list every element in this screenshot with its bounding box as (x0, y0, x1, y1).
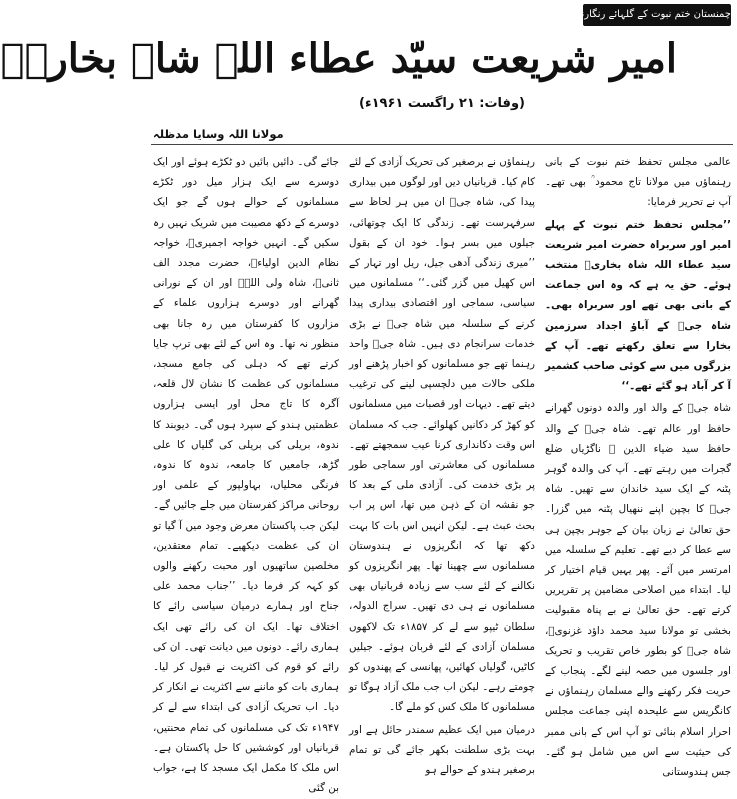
author-byline: مولانا اللہ وسایا مدظلہ (153, 127, 284, 141)
header-divider (151, 144, 733, 145)
paragraph: رہنماؤں نے برصغیر کی تحریک آزادی کے لئے کام کیا۔ قربانیاں دیں اور لوگوں میں بیداری پیدا کی، شاہ جیؒ ان میں ہر لحاظ سے سرفہرست تھے۔ زندگی کا ایک چوتھائی، جیلوں میں بسر ہوا۔ خود ان کے بقول ’’میری زندگی آدھی جیل، ریل اور تہار کے اس کھیل میں گزر گئی۔‘‘ مسلمانوں میں سیاسی، سماجی اور اقتصادی بیداری پیدا کرنے کے سلسلہ میں شاہ جیؒ نے بڑی خدمات سرانجام دی ہیں۔ شاہ جیؒ واحد رہنما تھے جو مسلمانوں کو اخبار پڑھنے اور ملکی حالات میں دلچسپی لینے کی ترغیب دیتے تھے۔ دیہات اور قصبات میں مسلمانوں کو کھڑ کر دکانیں کھلوائے۔ جب کہ مسلمان اس وقت دکانداری کرنا عیب سمجھتے تھے۔ مسلمانوں کی معاشرتی اور سماجی طور پر بڑی خدمت کی۔ آزادی ملی کے بعد کا جو نقشہ ان کے ذہن میں تھا، اس پر اب بحث عبث ہے۔ لیکن انہیں اس بات کا بہت دکھ تھا کہ انگریزوں نے ہندوستان مسلمانوں سے چھینا تھا۔ پھر انگریزوں کو نکالنے کے لئے سب سے زیادہ قربانیاں بھی مسلمانوں نے ہی دی تھیں۔ سراج الدولہ، سلطان ٹیپو سے لے کر ۱۸۵۷ء تک لاکھوں مسلمان آزادی کے لئے قربان ہوئے۔ جیلیں کاٹیں، گولیاں کھائیں، پھانسی کے پھندوں کو چومتے رہے۔ لیکن اب جب ملک آزاد ہوگا تو مسلمانوں کا ملک کس کو ملے گا۔ (349, 156, 535, 714)
death-date: (وفات: ۲۱ راگست ۱۹۶۱ء) (359, 96, 525, 111)
paragraph: عالمی مجلس تحفظ ختم نبوت کے بانی رہنماؤں میں مولانا تاج محمود ؒ بھی تھے۔ آپ نے تحریر فرمایا: (545, 156, 731, 209)
article-body (153, 152, 731, 795)
series-badge: چمنستان ختم نبوت کے گلہائے رنگارنگ (583, 4, 731, 26)
column-right (545, 152, 731, 779)
column-middle (349, 152, 535, 777)
paragraph: شاہ جیؒ کے والد اور والدہ دونوں گھرانے حافظ اور عالم تھے۔ شاہ جیؒ کے والد حافظ سید ضیاء الدین ؒ ناگڑیاں ضلع گجرات میں رہتے تھے۔ آپ کی والدہ گوہر پٹنہ کے ایک سید خاندان سے تھیں۔ شاہ جیؒ کا بچپن اپنے ننھیال پٹنہ میں گزرا۔ حق تعالیٰ نے زبان بیان کے جوہر بچپن ہی سے عطا کر دیے تھے۔ تعلیم کے سلسلہ میں امرتسر میں آئے۔ پھر یہیں قیام اختیار کر لیا۔ ابتداء میں اصلاحی مضامین پر تقریریں کرتے تھے۔ حق تعالیٰ نے بے پناہ مقبولیت بخشی تو مولانا سید محمد داؤد غزنویؒ، شاہ جیؒ کو بطور خاص تقریب و تحریک اور جلسوں میں حصہ لینے لگے۔ پنجاب کے حریت فکر رکھنے والے مسلمان رہنماؤں نے کانگریس سے علیحدہ اپنی جماعت مجلس احرار اسلام بنائی تو آپ اس کے بانی ممبر کی حیثیت سے اس میں شامل ہو گئے۔ جس ہندوستانی (545, 402, 731, 779)
paragraph: جائے گی۔ دائیں بائیں دو ٹکڑے ہوئے اور ایک دوسرے سے ایک ہزار میل دور ٹکڑے مسلمانوں کے حوالے ہوں گے جو ایک دوسرے کے دکھ مصیبت میں شریک نہیں رہ سکیں گے۔ انہیں خواجہ اجمیریؒ، خواجہ نظام الدین اولیاءؒ، حضرت مجدد الف ثانیؒ، شاہ ولی اللہؒ اور ان کے نورانی گھرانے اور دوسرے ہزاروں علماء کے مزاروں کا کفرستان میں رہ جانا بھی منظور نہ تھا۔ وہ اس کے لئے بھی ترپ جایا کرتے تھے کہ دہلی کی جامع مسجد، مسلمانوں کی عظمت کا نشان لال قلعہ، آگرہ کا تاج محل اور ایسی ہزاروں عظمتیں ہندو کے سپرد ہوں گی۔ دیوبند کا ندوہ، بریلی کی بریلی کی گلیاں کا علی گڑھ، جامعیں کا جامعہ، ندوہ کا ندوہ، فرنگی محلیاں، بہاولپور کے علمی اور روحانی مراکز کفرستان میں جلے جائیں گے۔ لیکن جب پاکستان معرض وجود میں آ گیا تو ان کی عظمت دیکھیے۔ تمام معتقدین، مخلصین ساتھیوں اور محبت رکھنے والوں کو کہہ کر فرما دیا۔ ’’جناب محمد علی جناح اور ہمارے درمیان سیاسی رائے کا اختلاف تھا۔ ایک ان کی رائے تھی ایک ہماری رائے۔ دونوں میں دیانت تھی۔ ان کی رائے کو قوم کی اکثریت نے قبول کر لیا۔ ہماری بات کو ماننے سے اکثریت نے انکار کر دیا۔ اب تحریک آزادی کی ابتداء سے لے کر ۱۹۴۷ء تک کی مسلمانوں کی تمام محنتیں، قربانیاں اور کوششیں کا حل پاکستان ہے۔ اس ملک کا مکمل ایک مسجد کا ہے، جواب بن گئی (153, 156, 339, 795)
quote-paragraph: ’’مجلس تحفظ ختم نبوت کے پہلے امیر اور سربراہ حضرت امیر شریعت سید عطاء اللہ شاہ بخاریؒ منتخب ہوئے۔ حق یہ ہے کہ وہ اس جماعت کے بانی بھی تھے اور سربراہ بھی۔ شاہ جیؒ کے آباؤ اجداد سرزمین بخارا سے تعلق رکھتے تھے۔ آپ کے بزرگوں میں سے کوئی صاحب کشمیر آ کر آباد ہو گئے تھے۔‘‘ (545, 218, 731, 393)
article-title: امیر شریعت سیّد عطاء اللہ شاہ بخاریؒ (0, 35, 677, 82)
paragraph: درمیان میں ایک عظیم سمندر حائل ہے اور بہت بڑی سلطنت بکھر جائے گی تو تمام برصغیر ہندو کے حوالے ہو (349, 723, 535, 777)
column-left (153, 152, 339, 795)
